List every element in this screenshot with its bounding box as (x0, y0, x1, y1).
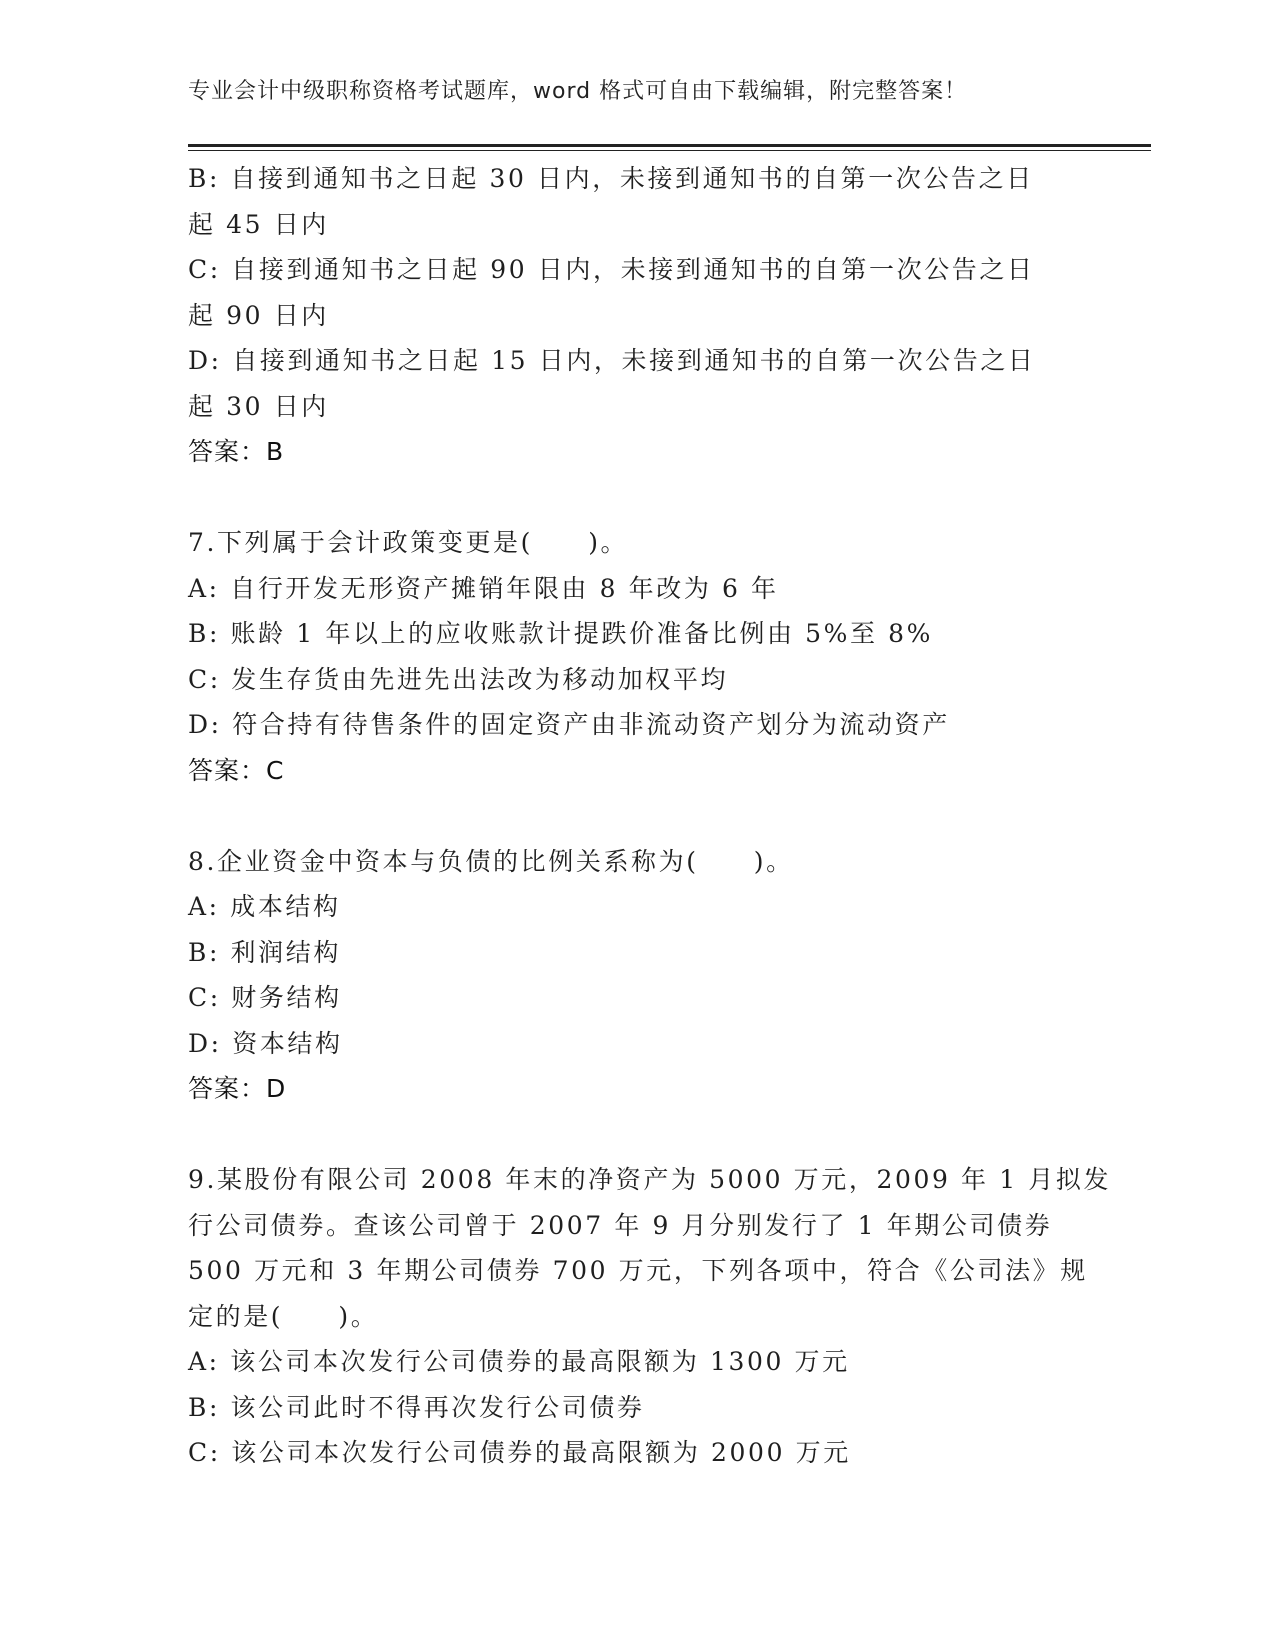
spacer (188, 475, 1088, 521)
spacer (188, 1112, 1088, 1158)
page-header: 专业会计中级职称资格考试题库，word 格式可自由下载编辑，附完整答案！ (188, 79, 968, 104)
q7-option-a: A: 自行开发无形资产摊销年限由 8 年改为 6 年 (188, 573, 779, 603)
q9-option-a: A: 该公司本次发行公司债券的最高限额为 1300 万元 (188, 1347, 850, 1376)
document-body (188, 156, 1112, 1476)
q9-stem-line2: 行公司债券。查该公司曾于 2007 年 9 月分别发行了 1 年期公司债券 (188, 1210, 1053, 1240)
q7-option-c: C: 发生存货由先进先出法改为移动加权平均 (188, 664, 729, 694)
q9-option-b: B: 该公司此时不得再次发行公司债券 (188, 1392, 645, 1422)
q6-option-b-line2: 起 45 日内 (188, 209, 329, 239)
q6-option-c-line2: 起 90 日内 (188, 300, 329, 330)
q9-stem-line1: 9.某股份有限公司 2008 年末的净资产为 5000 万元，2009 年 1 月拟发 (188, 1165, 1112, 1194)
q8-option-d: D: 资本结构 (188, 1028, 343, 1058)
header-rule-thick (188, 144, 1151, 147)
q6-answer: 答案：B (188, 437, 285, 466)
q6-option-c-line1: C: 自接到通知书之日起 90 日内，未接到通知书的自第一次公告之日 (188, 255, 1035, 284)
header-rule-thin (188, 150, 1151, 151)
q9-stem-line3: 500 万元和 3 年期公司债券 700 万元，下列各项中，符合《公司法》规 (188, 1256, 1088, 1285)
q6-option-d-line2: 起 30 日内 (188, 391, 329, 421)
q6-option-b-line1: B: 自接到通知书之日起 30 日内，未接到通知书的自第一次公告之日 (188, 164, 1034, 193)
q7-answer: 答案：C (188, 755, 285, 785)
q9-stem-line4: 定的是( )。 (188, 1301, 379, 1331)
q8-stem: 8.企业资金中资本与负债的比例关系称为( )。 (188, 846, 794, 876)
q6-option-d-line1: D: 自接到通知书之日起 15 日内，未接到通知书的自第一次公告之日 (188, 346, 1036, 375)
q8-option-c: C: 财务结构 (188, 983, 342, 1012)
q8-option-b: B: 利润结构 (188, 937, 341, 967)
q9-option-c: C: 该公司本次发行公司债券的最高限额为 2000 万元 (188, 1438, 851, 1467)
q8-option-a: A: 成本结构 (188, 892, 341, 921)
q7-option-d: D: 符合持有待售条件的固定资产由非流动资产划分为流动资产 (188, 710, 950, 739)
q7-stem: 7.下列属于会计政策变更是( )。 (188, 528, 629, 557)
spacer (188, 793, 1088, 839)
q7-option-b: B: 账龄 1 年以上的应收账款计提跌价准备比例由 5%至 8% (188, 619, 933, 648)
q8-answer: 答案：D (188, 1074, 287, 1103)
